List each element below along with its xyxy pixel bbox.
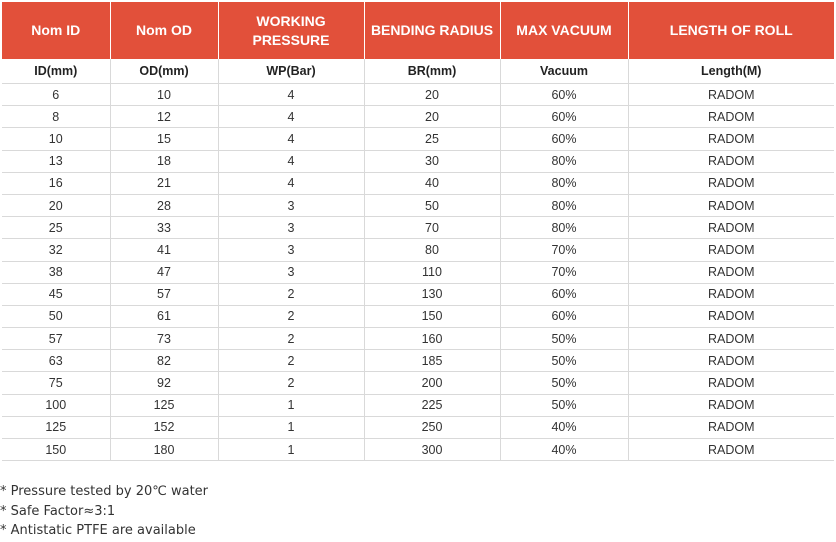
cell-od: 73 [110, 328, 218, 350]
cell-id: 10 [2, 128, 110, 150]
header-bending-radius: BENDING RADIUS [364, 2, 500, 59]
cell-length: RADOM [628, 128, 834, 150]
cell-wp: 2 [218, 283, 364, 305]
cell-wp: 2 [218, 350, 364, 372]
cell-id: 45 [2, 283, 110, 305]
cell-od: 57 [110, 283, 218, 305]
cell-wp: 4 [218, 150, 364, 172]
cell-vacuum: 40% [500, 416, 628, 438]
cell-vacuum: 80% [500, 194, 628, 216]
cell-id: 16 [2, 172, 110, 194]
header-length-of-roll: LENGTH OF ROLL [628, 2, 834, 59]
cell-vacuum: 50% [500, 328, 628, 350]
table-row [2, 150, 834, 172]
cell-id: 100 [2, 394, 110, 416]
cell-od: 152 [110, 416, 218, 438]
table-row [2, 439, 834, 461]
table-row [2, 217, 834, 239]
cell-length: RADOM [628, 372, 834, 394]
cell-wp: 1 [218, 439, 364, 461]
cell-od: 15 [110, 128, 218, 150]
header-nom-id: Nom ID [2, 2, 110, 59]
cell-br: 185 [364, 350, 500, 372]
unit-vacuum: Vacuum [500, 59, 628, 84]
cell-vacuum: 40% [500, 439, 628, 461]
unit-od: OD(mm) [110, 59, 218, 84]
table-row [2, 239, 834, 261]
cell-od: 21 [110, 172, 218, 194]
table-row [2, 84, 834, 106]
table-row [2, 261, 834, 283]
cell-id: 13 [2, 150, 110, 172]
cell-vacuum: 60% [500, 283, 628, 305]
cell-od: 10 [110, 84, 218, 106]
cell-length: RADOM [628, 84, 834, 106]
cell-br: 40 [364, 172, 500, 194]
cell-id: 50 [2, 305, 110, 327]
cell-vacuum: 50% [500, 394, 628, 416]
cell-wp: 2 [218, 328, 364, 350]
cell-vacuum: 60% [500, 106, 628, 128]
cell-id: 8 [2, 106, 110, 128]
table-row [2, 128, 834, 150]
cell-od: 12 [110, 106, 218, 128]
cell-od: 33 [110, 217, 218, 239]
cell-wp: 4 [218, 128, 364, 150]
cell-wp: 4 [218, 106, 364, 128]
cell-od: 47 [110, 261, 218, 283]
cell-wp: 4 [218, 172, 364, 194]
cell-length: RADOM [628, 239, 834, 261]
table-row [2, 416, 834, 438]
cell-br: 80 [364, 239, 500, 261]
unit-wp: WP(Bar) [218, 59, 364, 84]
cell-br: 50 [364, 194, 500, 216]
cell-br: 30 [364, 150, 500, 172]
cell-length: RADOM [628, 194, 834, 216]
cell-wp: 1 [218, 416, 364, 438]
cell-vacuum: 50% [500, 350, 628, 372]
cell-id: 32 [2, 239, 110, 261]
cell-length: RADOM [628, 150, 834, 172]
cell-od: 180 [110, 439, 218, 461]
header-max-vacuum: MAX VACUUM [500, 2, 628, 59]
cell-id: 125 [2, 416, 110, 438]
cell-vacuum: 60% [500, 84, 628, 106]
cell-wp: 3 [218, 217, 364, 239]
header-working-pressure: WORKING PRESSURE [218, 2, 364, 59]
cell-br: 130 [364, 283, 500, 305]
table-row [2, 372, 834, 394]
cell-id: 25 [2, 217, 110, 239]
table-row [2, 394, 834, 416]
cell-vacuum: 80% [500, 217, 628, 239]
unit-length: Length(M) [628, 59, 834, 84]
cell-length: RADOM [628, 350, 834, 372]
cell-length: RADOM [628, 217, 834, 239]
cell-br: 110 [364, 261, 500, 283]
cell-br: 150 [364, 305, 500, 327]
cell-wp: 3 [218, 261, 364, 283]
cell-wp: 2 [218, 372, 364, 394]
header-nom-od: Nom OD [110, 2, 218, 59]
cell-length: RADOM [628, 305, 834, 327]
cell-br: 250 [364, 416, 500, 438]
cell-br: 20 [364, 84, 500, 106]
table-row [2, 194, 834, 216]
table-row [2, 283, 834, 305]
hose-spec-table [2, 2, 834, 461]
cell-length: RADOM [628, 394, 834, 416]
cell-vacuum: 80% [500, 150, 628, 172]
cell-br: 160 [364, 328, 500, 350]
cell-od: 82 [110, 350, 218, 372]
footnote-line: * Antistatic PTFE are available [0, 523, 196, 538]
cell-wp: 3 [218, 194, 364, 216]
cell-length: RADOM [628, 261, 834, 283]
unit-id: ID(mm) [2, 59, 110, 84]
cell-br: 225 [364, 394, 500, 416]
footnote-line: * Pressure tested by 20℃ water [0, 484, 209, 499]
cell-id: 75 [2, 372, 110, 394]
cell-length: RADOM [628, 416, 834, 438]
cell-br: 200 [364, 372, 500, 394]
cell-vacuum: 60% [500, 128, 628, 150]
cell-id: 20 [2, 194, 110, 216]
unit-br: BR(mm) [364, 59, 500, 84]
table-row [2, 172, 834, 194]
footnote-line: * Safe Factor≈3:1 [0, 503, 116, 519]
cell-vacuum: 70% [500, 261, 628, 283]
cell-wp: 3 [218, 239, 364, 261]
cell-vacuum: 70% [500, 239, 628, 261]
cell-length: RADOM [628, 106, 834, 128]
cell-id: 38 [2, 261, 110, 283]
table-row [2, 305, 834, 327]
cell-od: 92 [110, 372, 218, 394]
cell-id: 150 [2, 439, 110, 461]
cell-od: 18 [110, 150, 218, 172]
header-row [2, 2, 834, 59]
cell-wp: 1 [218, 394, 364, 416]
cell-length: RADOM [628, 283, 834, 305]
footnotes [0, 482, 208, 541]
cell-vacuum: 80% [500, 172, 628, 194]
table-row [2, 106, 834, 128]
cell-br: 25 [364, 128, 500, 150]
cell-length: RADOM [628, 439, 834, 461]
table-row [2, 328, 834, 350]
cell-id: 6 [2, 84, 110, 106]
cell-od: 28 [110, 194, 218, 216]
cell-vacuum: 60% [500, 305, 628, 327]
units-row [2, 59, 834, 84]
cell-br: 20 [364, 106, 500, 128]
cell-wp: 2 [218, 305, 364, 327]
cell-br: 70 [364, 217, 500, 239]
cell-length: RADOM [628, 328, 834, 350]
table-body [2, 59, 834, 461]
cell-id: 57 [2, 328, 110, 350]
cell-br: 300 [364, 439, 500, 461]
cell-od: 41 [110, 239, 218, 261]
cell-wp: 4 [218, 84, 364, 106]
cell-length: RADOM [628, 172, 834, 194]
table-row [2, 350, 834, 372]
cell-id: 63 [2, 350, 110, 372]
cell-od: 125 [110, 394, 218, 416]
cell-od: 61 [110, 305, 218, 327]
cell-vacuum: 50% [500, 372, 628, 394]
